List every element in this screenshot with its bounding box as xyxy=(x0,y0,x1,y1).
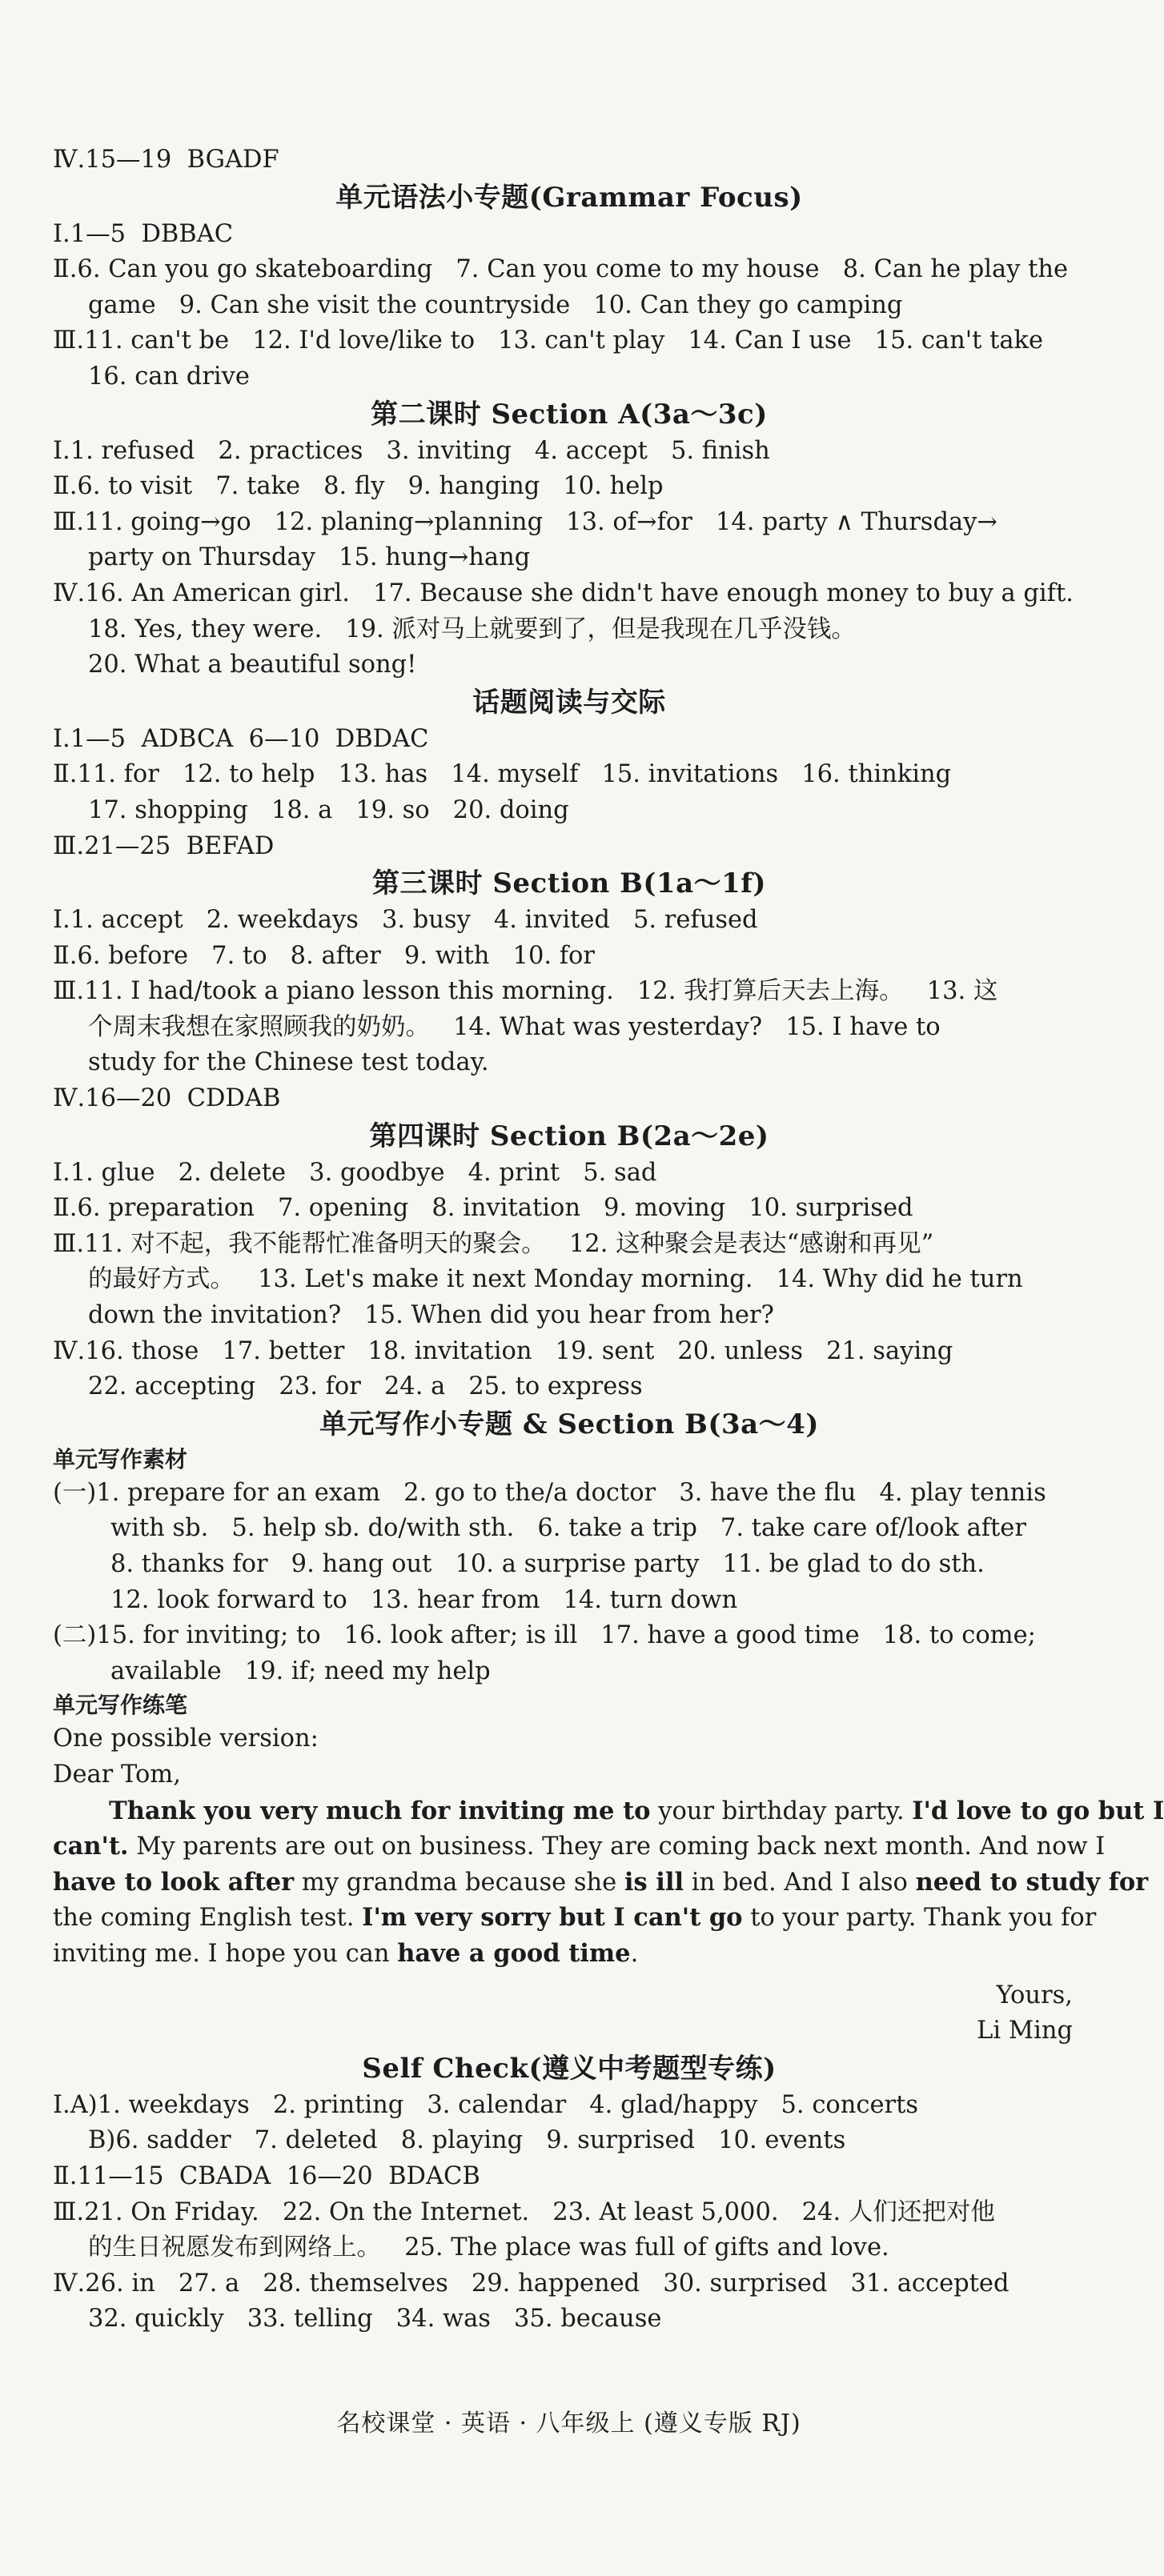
letter-line-4 xyxy=(53,1900,1097,1936)
answer-line: 8. thanks for 9. hang out 10. a surprise party 11. be glad to do sth. xyxy=(110,1550,985,1578)
answer-line: Ⅰ.1. accept 2. weekdays 3. busy 4. invited 5. refused xyxy=(53,906,758,935)
letter-text: My parents are out on business. They are coming back next month. And now I xyxy=(128,1833,1106,1861)
answer-line: Ⅳ.16. those 17. better 18. invitation 19. sent 20. unless 21. saying xyxy=(53,1336,953,1365)
answer-line: Ⅲ.11. going→go 12. planing→planning 13. of→for 14. party ∧ Thursday→ xyxy=(53,507,997,536)
letter-text: . xyxy=(630,1939,639,1968)
letter-key-phrase: have a good time xyxy=(397,1938,631,1968)
answer-block-self-check xyxy=(53,2049,1086,2338)
letter-key-phrase: need to study for xyxy=(915,1867,1149,1897)
answer-line: Ⅱ.11—15 CBADA 16—20 BDACB xyxy=(53,2161,480,2190)
answer-line: Ⅰ.A)1. weekdays 2. printing 3. calendar 4. glad/happy 5. concerts xyxy=(53,2090,919,2119)
letter-signature: Li Ming xyxy=(977,2017,1073,2045)
answer-line: Ⅲ.21—25 BEFAD xyxy=(53,831,275,860)
letter-text: your birthday party. xyxy=(650,1797,913,1825)
answer-line: Ⅲ.11. can't be 12. I'd love/like to 13. can't play 14. Can I use 15. can't take xyxy=(53,327,1044,355)
letter-text: to your party. Thank you for xyxy=(742,1904,1097,1933)
section-heading: 第四课时 Section B(2a～2e) xyxy=(369,1120,769,1152)
answer-line: Ⅱ.6. before 7. to 8. after 9. with 10. for xyxy=(53,941,595,970)
answer-line: (二)15. for inviting; to 16. look after; is ill 17. have a good time 18. to come; xyxy=(53,1621,1036,1650)
answer-line: party on Thursday 15. hung→hang xyxy=(88,543,531,572)
letter-line-5 xyxy=(53,1936,1086,1972)
letter-line-2 xyxy=(53,1829,1106,1865)
letter-line-3 xyxy=(53,1865,1149,1901)
letter-key-phrase: I'd love to go but I xyxy=(912,1796,1164,1825)
answer-line: 个周末我想在家照顾我的奶奶。 14. What was yesterday? 15. I have to xyxy=(88,1012,941,1041)
section-heading: 第三课时 Section B(1a～1f) xyxy=(372,867,766,900)
letter-key-phrase: have to look after xyxy=(53,1867,295,1897)
answer-line: 16. can drive xyxy=(88,362,250,391)
answer-line: Ⅱ.11. for 12. to help 13. has 14. myself 15. invitations 16. thinking xyxy=(53,760,952,789)
answer-line: Ⅲ.21. On Friday. 22. On the Internet. 23. At least 5,000. 24. 人们还把对他 xyxy=(53,2197,995,2226)
answer-line: Dear Tom, xyxy=(53,1760,181,1789)
answer-line: 20. What a beautiful song! xyxy=(88,651,417,679)
section-heading: 单元语法小专题(Grammar Focus) xyxy=(335,181,803,214)
answer-line: (一)1. prepare for an exam 2. go to the/a doctor 3. have the flu 4. play tennis xyxy=(53,1478,1046,1507)
answer-line: Ⅰ.1. glue 2. delete 3. goodbye 4. print 5. sad xyxy=(53,1158,657,1187)
letter-text: the coming English test. xyxy=(53,1904,363,1933)
sample-letter xyxy=(53,1793,1164,2049)
section-heading: 话题阅读与交际 xyxy=(472,686,666,719)
letter-line-1 xyxy=(53,1793,1164,1829)
answer-line: Ⅰ.1—5 ADBCA 6—10 DBDAC xyxy=(53,724,429,753)
answer-line: Ⅲ.11. 对不起，我不能帮忙准备明天的聚会。 12. 这种聚会是表达“感谢和再见” xyxy=(53,1229,934,1258)
answer-line: 17. shopping 18. a 19. so 20. doing xyxy=(88,795,569,824)
answer-line: Ⅳ.16—20 CDDAB xyxy=(53,1084,281,1113)
answer-content xyxy=(53,142,1164,2338)
section-heading: 单元写作小专题 & Section B(3a～4) xyxy=(319,1408,819,1440)
answer-line: Ⅱ.6. Can you go skateboarding 7. Can you come to my house 8. Can he play the xyxy=(53,255,1069,284)
answer-block-units xyxy=(53,142,1086,1793)
letter-text: inviting me. I hope you can xyxy=(53,1939,398,1968)
answer-line: Ⅰ.1. refused 2. practices 3. inviting 4. accept 5. finish xyxy=(53,436,770,465)
answer-line: Ⅱ.6. to visit 7. take 8. fly 9. hanging 10. help xyxy=(53,472,664,501)
answer-line: One possible version: xyxy=(53,1725,319,1753)
answer-line: Ⅳ.16. An American girl. 17. Because she didn't have enough money to buy a gift. xyxy=(53,579,1074,607)
answer-line: study for the Chinese test today. xyxy=(88,1048,489,1077)
letter-text: my grandma because she xyxy=(294,1868,624,1897)
answer-line: with sb. 5. help sb. do/with sth. 6. take a trip 7. take care of/look after xyxy=(110,1514,1026,1543)
answer-line: 12. look forward to 13. hear from 14. turn down xyxy=(110,1585,738,1614)
answer-line: Ⅰ.1—5 DBBAC xyxy=(53,219,234,248)
answer-line: Ⅳ.26. in 27. a 28. themselves 29. happened 30. surprised 31. accepted xyxy=(53,2269,1009,2298)
subsection-heading: 单元写作练笔 xyxy=(53,1692,188,1719)
letter-text: in bed. And I also xyxy=(684,1868,916,1897)
answer-line: Ⅲ.11. I had/took a piano lesson this morning. 12. 我打算后天去上海。 13. 这 xyxy=(53,977,998,1006)
answer-line: 的最好方式。 13. Let's make it next Monday morning. 14. Why did he turn xyxy=(88,1265,1023,1294)
page-footer: 名校课堂 · 英语 · 八年级上 (遵义专版 RJ) xyxy=(336,2410,801,2438)
answer-line: 18. Yes, they were. 19. 派对马上就要到了，但是我现在几乎没钱。 xyxy=(88,615,856,643)
letter-key-phrase: I'm very sorry but I can't go xyxy=(362,1903,743,1933)
answer-line: 32. quickly 33. telling 34. was 35. because xyxy=(88,2305,662,2334)
letter-key-phrase: Thank you very much for inviting me to xyxy=(109,1796,651,1825)
letter-closing: Yours, xyxy=(996,1981,1073,2009)
letter-key-phrase: can't. xyxy=(53,1832,129,1861)
section-heading: 第二课时 Section A(3a～3c) xyxy=(371,398,768,431)
answer-line: down the invitation? 15. When did you hear from her? xyxy=(88,1301,774,1330)
letter-key-phrase: is ill xyxy=(624,1867,684,1897)
subsection-heading: 单元写作素材 xyxy=(53,1445,188,1472)
answer-line: Ⅱ.6. preparation 7. opening 8. invitation 9. moving 10. surprised xyxy=(53,1194,913,1223)
answer-line: 的生日祝愿发布到网络上。 25. The place was full of gifts and love. xyxy=(88,2233,889,2262)
answer-line: 22. accepting 23. for 24. a 25. to express xyxy=(88,1372,643,1401)
answer-line: Ⅳ.15—19 BGADF xyxy=(53,146,279,174)
answer-line: B)6. sadder 7. deleted 8. playing 9. surprised 10. events xyxy=(88,2126,846,2155)
answer-line: available 19. if; need my help xyxy=(110,1657,491,1685)
section-heading: Self Check(遵义中考题型专练) xyxy=(362,2052,777,2085)
answer-line: game 9. Can she visit the countryside 10. Can they go camping xyxy=(88,290,903,319)
